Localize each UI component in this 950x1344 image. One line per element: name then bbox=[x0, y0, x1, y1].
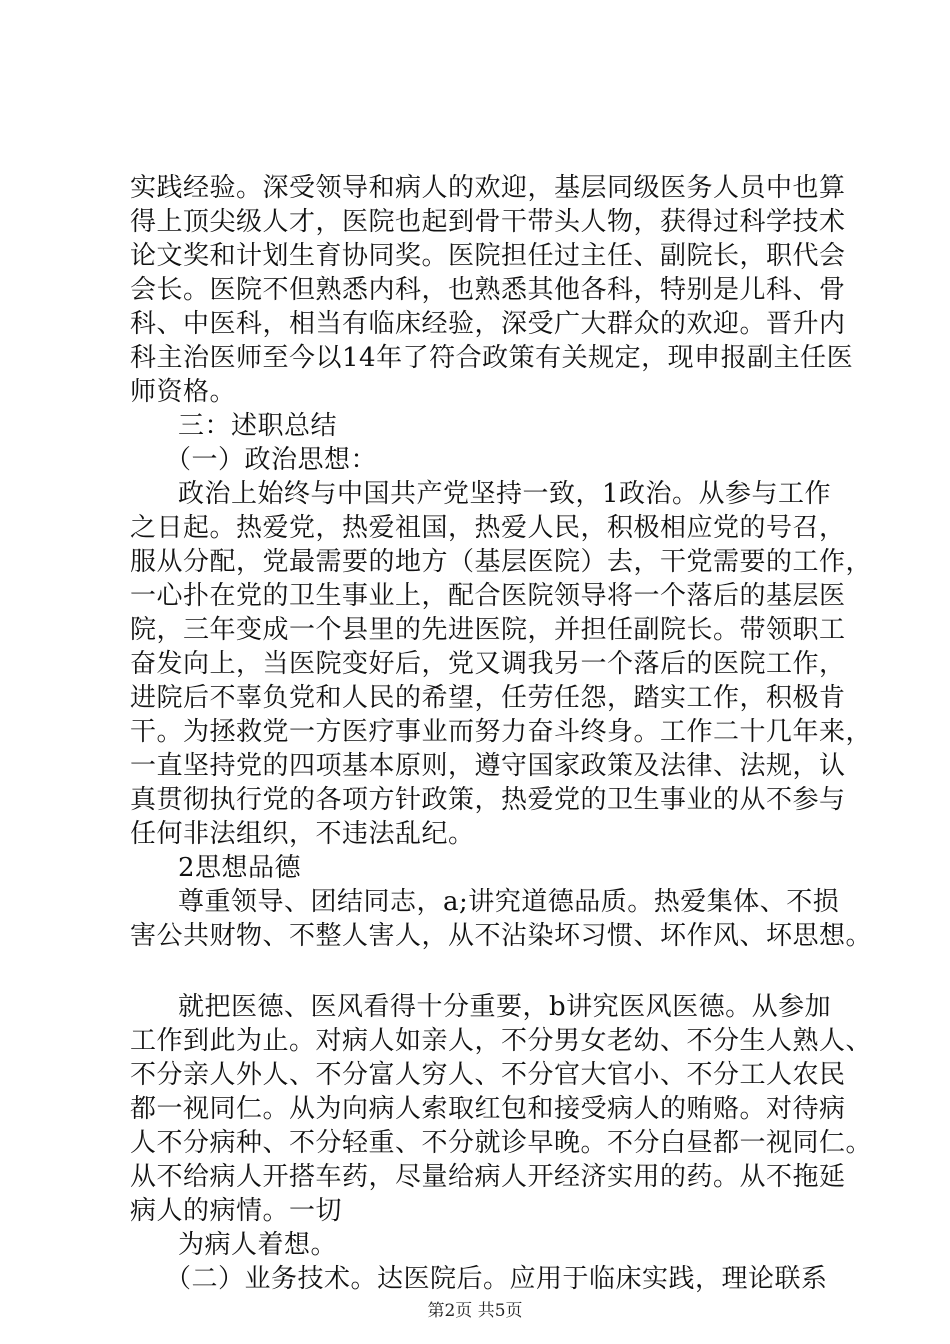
body-line-14: 院，三年变成一个县里的先进医院，并担任副院长。带领职工 bbox=[130, 615, 846, 645]
subsection-heading-morality: 2思想品德 bbox=[178, 853, 302, 883]
page-footer: 第2页 共5页 bbox=[427, 1301, 523, 1321]
body-line-3: 论文奖和计划生育协同奖。医院担任过主任、副院长，职代会 bbox=[130, 241, 846, 271]
body-line-16: 进院后不辜负党和人民的希望，任劳任怨，踏实工作，积极肯 bbox=[130, 683, 846, 713]
body-line-18: 一直坚持党的四项基本原则，遵守国家政策及法律、法规，认 bbox=[130, 751, 846, 781]
body-line-2: 得上顶尖级人才，医院也起到骨干带头人物，获得过科学技术 bbox=[130, 207, 846, 237]
body-line-5: 科、中医科，相当有临床经验，深受广大群众的欢迎。晋升内 bbox=[130, 309, 846, 339]
subsection-heading-technique: （二）业务技术。达医院后。应用于临床实践，理论联系 bbox=[165, 1264, 828, 1294]
body-line-22: 尊重领导、团结同志，a;讲究道德品质。热爱集体、不损 bbox=[178, 887, 840, 917]
body-line-11: 之日起。热爱党，热爱祖国，热爱人民，积极相应党的号召， bbox=[130, 513, 846, 543]
subsection-heading-politics: （一）政治思想： bbox=[165, 445, 378, 475]
body-line-26: 不分亲人外人、不分富人穷人、不分官大官小、不分工人农民 bbox=[130, 1060, 846, 1090]
body-line-15: 奋发向上，当医院变好后，党又调我另一个落后的医院工作， bbox=[130, 649, 846, 679]
section-heading-summary: 三：述职总结 bbox=[178, 411, 338, 441]
body-line-17: 干。为拯救党一方医疗事业而努力奋斗终身。工作二十几年来， bbox=[130, 717, 873, 747]
body-line-19: 真贯彻执行党的各项方针政策，热爱党的卫生事业的从不参与 bbox=[130, 785, 846, 815]
body-line-12: 服从分配，党最需要的地方（基层医院）去，干党需要的工作， bbox=[130, 547, 873, 577]
body-line-20: 任何非法组织，不违法乱纪。 bbox=[130, 819, 475, 849]
body-line-25: 工作到此为止。对病人如亲人，不分男女老幼、不分生人熟人、 bbox=[130, 1026, 873, 1056]
body-line-28: 人不分病种、不分轻重、不分就诊早晚。不分白昼都一视同仁。 bbox=[130, 1128, 873, 1158]
body-line-7: 师资格。 bbox=[130, 377, 237, 407]
body-line-23: 害公共财物、不整人害人，从不沾染坏习惯、坏作风、坏思想。 bbox=[130, 921, 873, 951]
body-line-30: 病人的病情。一切 bbox=[130, 1196, 343, 1226]
body-line-1: 实践经验。深受领导和病人的欢迎，基层同级医务人员中也算 bbox=[130, 173, 846, 203]
body-line-10: 政治上始终与中国共产党坚持一致，1政治。从参与工作 bbox=[178, 479, 832, 509]
body-line-13: 一心扑在党的卫生事业上，配合医院领导将一个落后的基层医 bbox=[130, 581, 846, 611]
body-line-24: 就把医德、医风看得十分重要，b讲究医风医德。从参加 bbox=[178, 992, 832, 1022]
body-line-31: 为病人着想。 bbox=[178, 1230, 338, 1260]
body-line-29: 从不给病人开搭车药，尽量给病人开经济实用的药。从不拖延 bbox=[130, 1162, 846, 1192]
body-line-6: 科主治医师至今以14年了符合政策有关规定，现申报副主任医 bbox=[130, 343, 854, 373]
body-line-4: 会长。医院不但熟悉内科，也熟悉其他各科，特别是儿科、骨 bbox=[130, 275, 846, 305]
body-line-27: 都一视同仁。从为向病人索取红包和接受病人的贿赂。对待病 bbox=[130, 1094, 846, 1124]
